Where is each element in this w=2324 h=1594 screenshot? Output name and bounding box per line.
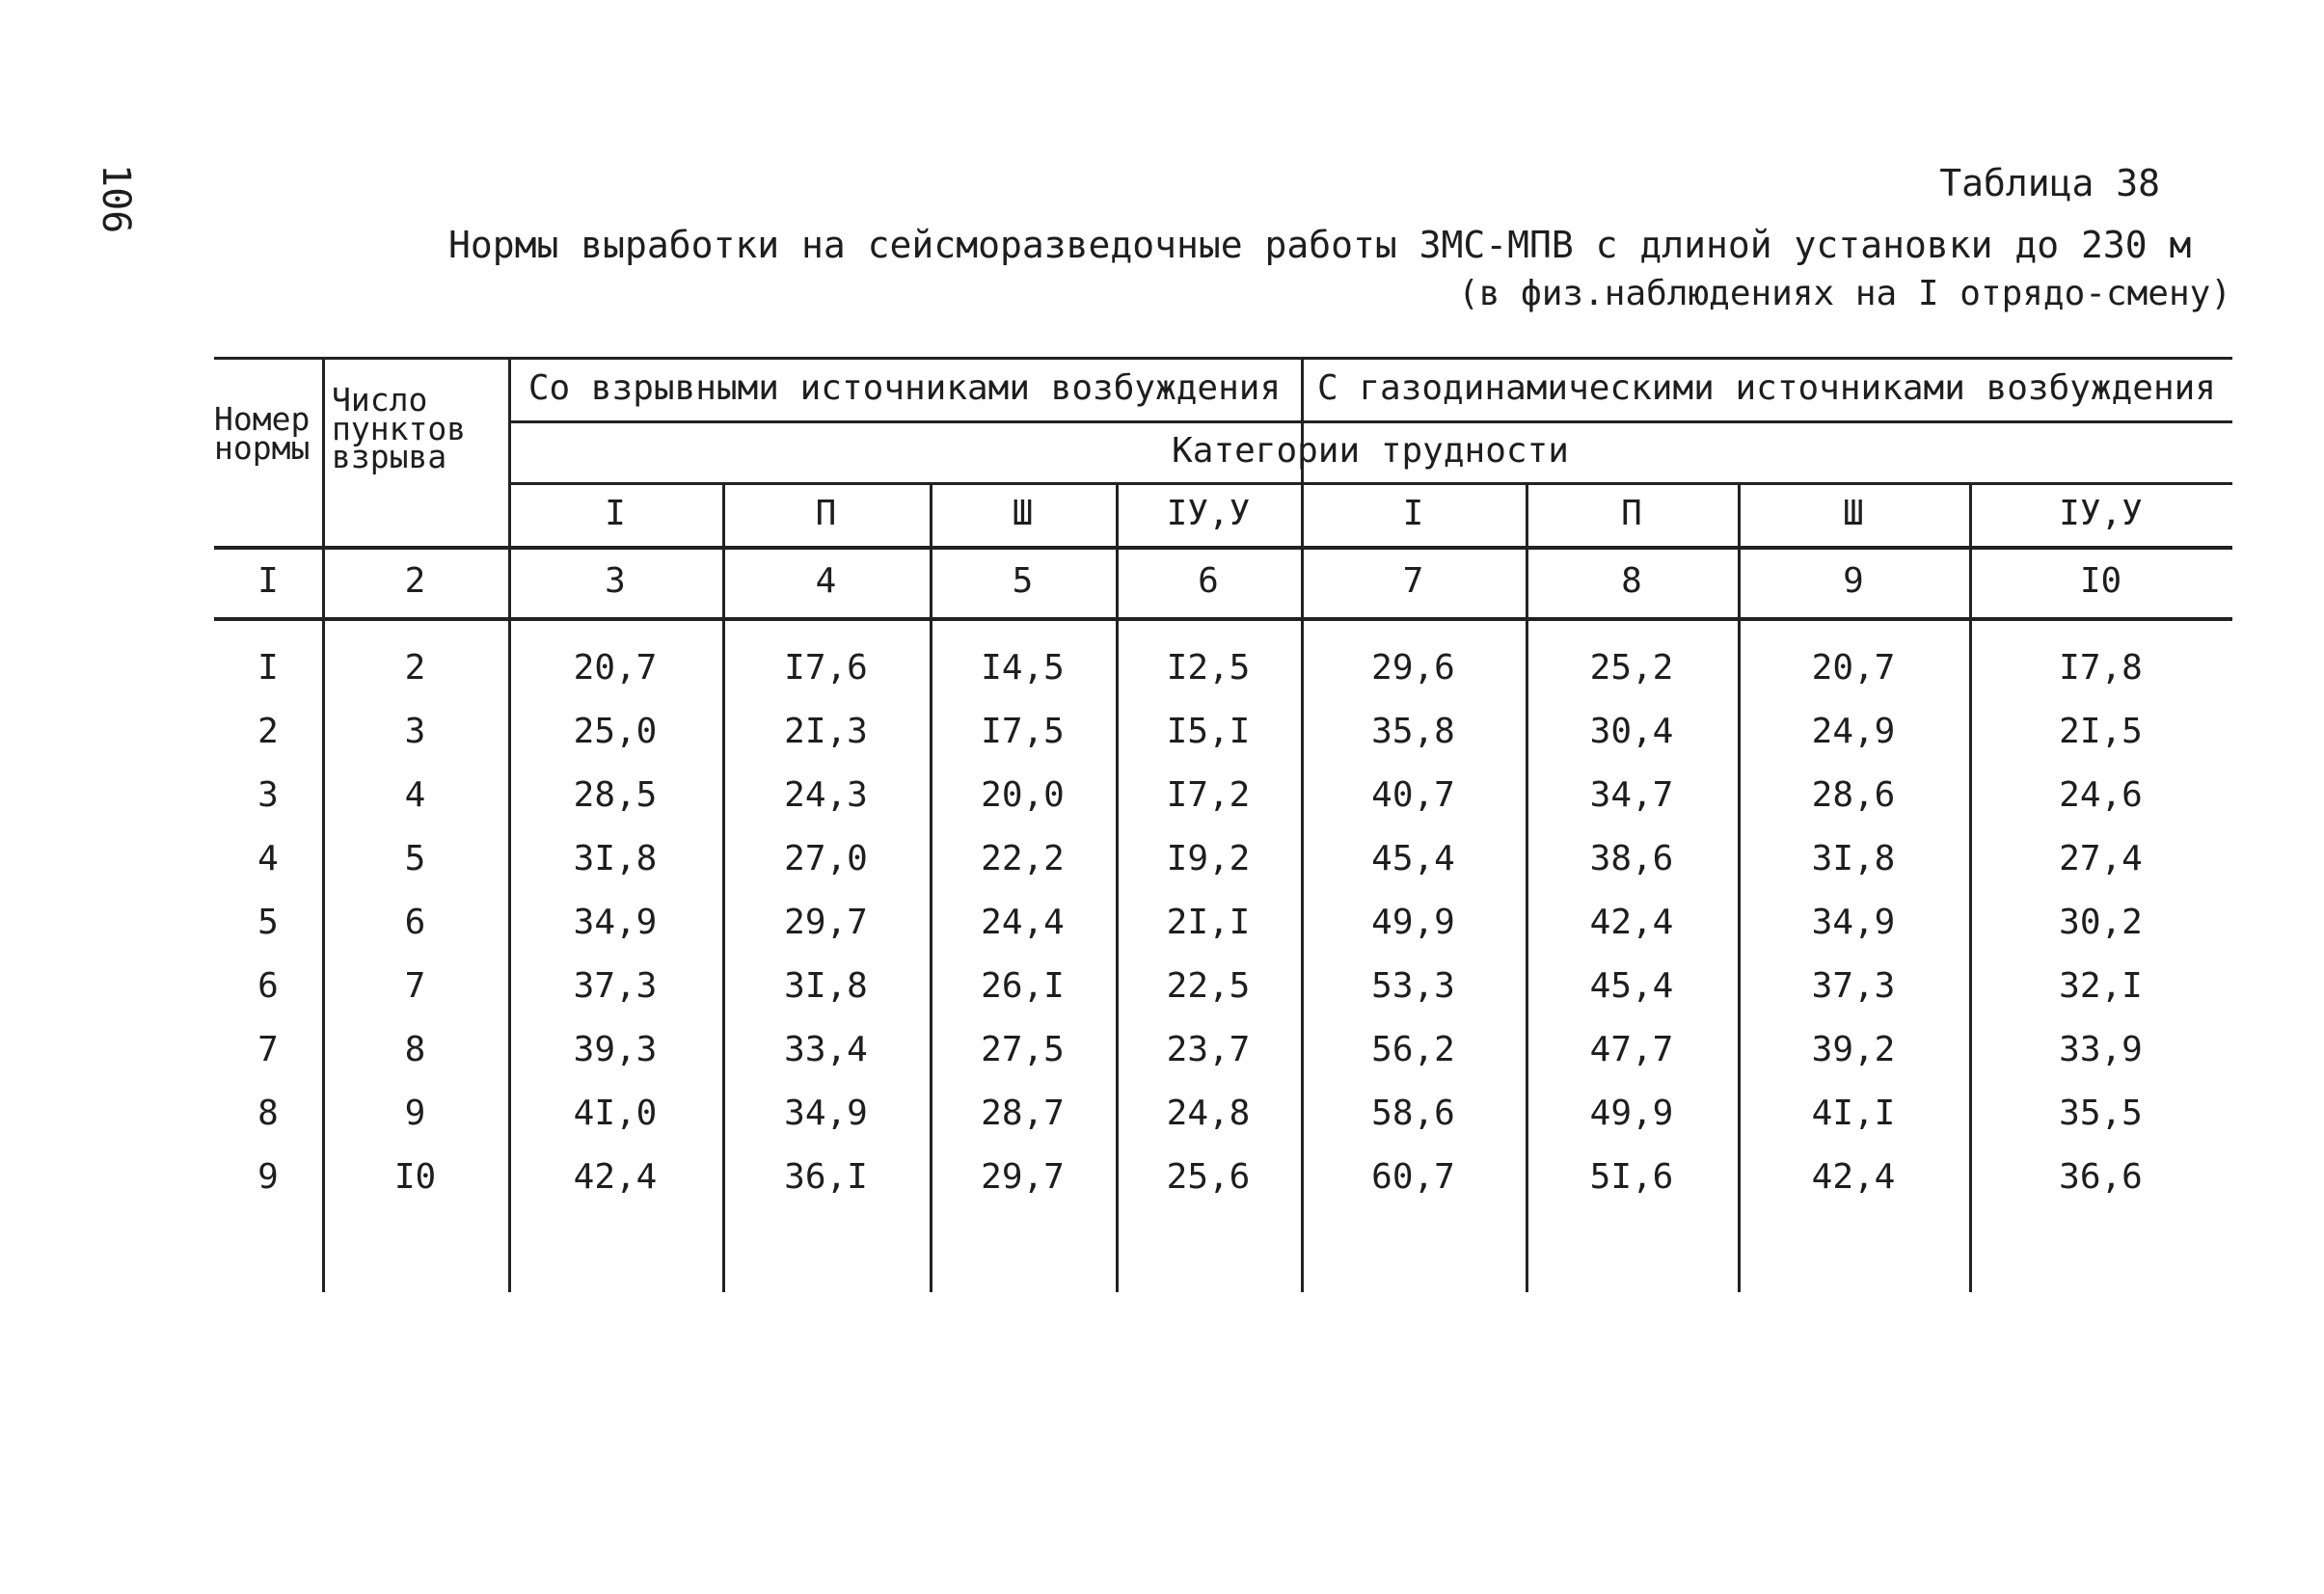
table-cell: 29,7 — [784, 903, 868, 942]
table-cell: I7,8 — [2059, 648, 2143, 688]
table-cell: 32,I — [2059, 966, 2143, 1006]
table-cell: 9 — [257, 1157, 279, 1197]
table-cell: 27,5 — [981, 1030, 1065, 1069]
table-cell: I9,2 — [1166, 839, 1251, 878]
table-cell: 8 — [404, 1030, 426, 1069]
table-cell: 6 — [257, 966, 279, 1006]
table-cell: 5I,6 — [1589, 1157, 1674, 1197]
table-cell: I4,5 — [981, 648, 1065, 688]
table-cell: 29,7 — [981, 1157, 1065, 1197]
table-cell: 38,6 — [1589, 839, 1674, 878]
table-cell: 28,5 — [573, 775, 658, 815]
table-cell: 58,6 — [1371, 1094, 1455, 1133]
header-column-number: 9 — [1843, 561, 1864, 601]
table-cell: 45,4 — [1589, 966, 1674, 1006]
table-cell: 24,3 — [784, 775, 868, 815]
table-cell: I0 — [393, 1157, 437, 1197]
table-cell: I7,5 — [981, 712, 1065, 751]
table-cell: 3 — [257, 775, 279, 815]
table-cell: I — [257, 648, 279, 688]
header-column-number: 6 — [1198, 561, 1219, 601]
table-cell: 45,4 — [1371, 839, 1455, 878]
table-cell: 28,6 — [1811, 775, 1896, 815]
table-cell: 9 — [404, 1094, 426, 1133]
table-cell: 5 — [257, 903, 279, 942]
table-cell: 25,2 — [1589, 648, 1674, 688]
table-cell: 34,9 — [784, 1094, 868, 1133]
table-cell: 4 — [404, 775, 426, 815]
header-column-number: 2 — [404, 561, 426, 601]
table-label: Таблица 38 — [1939, 162, 2160, 204]
table-cell: 53,3 — [1371, 966, 1455, 1006]
table-cell: 49,9 — [1371, 903, 1455, 942]
table-cell: 23,7 — [1166, 1030, 1251, 1069]
norms-table — [214, 357, 2232, 1292]
table-cell: 27,4 — [2059, 839, 2143, 878]
table-cell: 40,7 — [1371, 775, 1455, 815]
header-category-col: I — [605, 494, 626, 533]
table-cell: 22,5 — [1166, 966, 1251, 1006]
table-cell: 2 — [257, 712, 279, 751]
table-cell: 3I,8 — [573, 839, 658, 878]
table-cell: 26,I — [981, 966, 1065, 1006]
header-column-number: 3 — [605, 561, 626, 601]
table-cell: 4I,0 — [573, 1094, 658, 1133]
header-category-col: Ш — [1843, 494, 1864, 533]
table-cell: 2I,3 — [784, 712, 868, 751]
page-number: 106 — [94, 164, 138, 234]
header-column-number: I0 — [2079, 561, 2122, 601]
header-column-number: 7 — [1402, 561, 1424, 601]
table-cell: 39,2 — [1811, 1030, 1896, 1069]
table-cell: 39,3 — [573, 1030, 658, 1069]
header-category-col: I — [1402, 494, 1424, 533]
table-cell: 20,0 — [981, 775, 1065, 815]
header-column-number: 5 — [1012, 561, 1034, 601]
table-cell: 20,7 — [573, 648, 658, 688]
table-cell: 33,9 — [2059, 1030, 2143, 1069]
table-subtitle: (в физ.наблюдениях на I отрядо-смену) — [1458, 274, 2231, 313]
table-cell: 25,6 — [1166, 1157, 1251, 1197]
header-norm-number-line: Номер — [214, 400, 311, 438]
header-categories: Категории трудности — [1172, 431, 1569, 471]
table-cell: 24,6 — [2059, 775, 2143, 815]
table-cell: 42,4 — [573, 1157, 658, 1197]
table-cell: 60,7 — [1371, 1157, 1455, 1197]
table-cell: 37,3 — [573, 966, 658, 1006]
header-blast-points-line: взрыва — [332, 438, 447, 476]
table-cell: 37,3 — [1811, 966, 1896, 1006]
table-cell: 49,9 — [1589, 1094, 1674, 1133]
table-cell: 2I,5 — [2059, 712, 2143, 751]
header-category-col: IУ,У — [2059, 494, 2143, 533]
table-cell: I5,I — [1166, 712, 1251, 751]
table-cell: 6 — [404, 903, 426, 942]
header-column-number: I — [257, 561, 279, 601]
table-cell: 28,7 — [981, 1094, 1065, 1133]
table-cell: 3 — [404, 712, 426, 751]
header-blast-points-line: пунктов — [332, 409, 467, 447]
header-column-number: 4 — [815, 561, 837, 601]
table-cell: 2 — [404, 648, 426, 688]
table-cell: 42,4 — [1589, 903, 1674, 942]
table-cell: 27,0 — [784, 839, 868, 878]
header-gasdynamic-group: С газодинамическими источниками возбуждения — [1317, 368, 2216, 408]
table-cell: 34,9 — [573, 903, 658, 942]
table-cell: 30,4 — [1589, 712, 1674, 751]
table-cell: I2,5 — [1166, 648, 1251, 688]
table-cell: 3I,8 — [784, 966, 868, 1006]
table-cell: 24,8 — [1166, 1094, 1251, 1133]
table-cell: I7,6 — [784, 648, 868, 688]
table-cell: 2I,I — [1166, 903, 1251, 942]
header-category-col: П — [1621, 494, 1642, 533]
header-category-col: IУ,У — [1166, 494, 1251, 533]
table-cell: 36,6 — [2059, 1157, 2143, 1197]
table-cell: 33,4 — [784, 1030, 868, 1069]
header-category-col: Ш — [1012, 494, 1034, 533]
table-cell: 25,0 — [573, 712, 658, 751]
header-explosive-group: Со взрывными источниками возбуждения — [527, 368, 1282, 408]
header-norm-number-line: нормы — [214, 428, 311, 467]
table-cell: 4I,I — [1811, 1094, 1896, 1133]
table-cell: 30,2 — [2059, 903, 2143, 942]
table-cell: 35,8 — [1371, 712, 1455, 751]
table-cell: 42,4 — [1811, 1157, 1896, 1197]
header-column-number: 8 — [1621, 561, 1642, 601]
table-cell: 34,9 — [1811, 903, 1896, 942]
table-cell: 22,2 — [981, 839, 1065, 878]
table-cell: 24,4 — [981, 903, 1065, 942]
header-blast-points-line: Число — [332, 381, 428, 419]
table-cell: 24,9 — [1811, 712, 1896, 751]
table-cell: 3I,8 — [1811, 839, 1896, 878]
table-cell: I7,2 — [1166, 775, 1251, 815]
table-cell: 47,7 — [1589, 1030, 1674, 1069]
table-cell: 20,7 — [1811, 648, 1896, 688]
table-cell: 5 — [404, 839, 426, 878]
header-blast-points — [332, 381, 508, 540]
table-cell: 8 — [257, 1094, 279, 1133]
table-cell: 29,6 — [1371, 648, 1455, 688]
table-cell: 36,I — [784, 1157, 868, 1197]
table-title: Нормы выработки на сейсморазведочные работы ЗМС-МПВ с длиной установки до 230 м — [448, 224, 2192, 266]
table-cell: 56,2 — [1371, 1030, 1455, 1069]
table-cell: 4 — [257, 839, 279, 878]
table-cell: 35,5 — [2059, 1094, 2143, 1133]
table-cell: 7 — [257, 1030, 279, 1069]
table-cell: 7 — [404, 966, 426, 1006]
header-norm-number — [214, 400, 322, 530]
header-category-col: П — [815, 494, 837, 533]
table-cell: 34,7 — [1589, 775, 1674, 815]
rule-colnums-bottom — [214, 617, 2232, 621]
